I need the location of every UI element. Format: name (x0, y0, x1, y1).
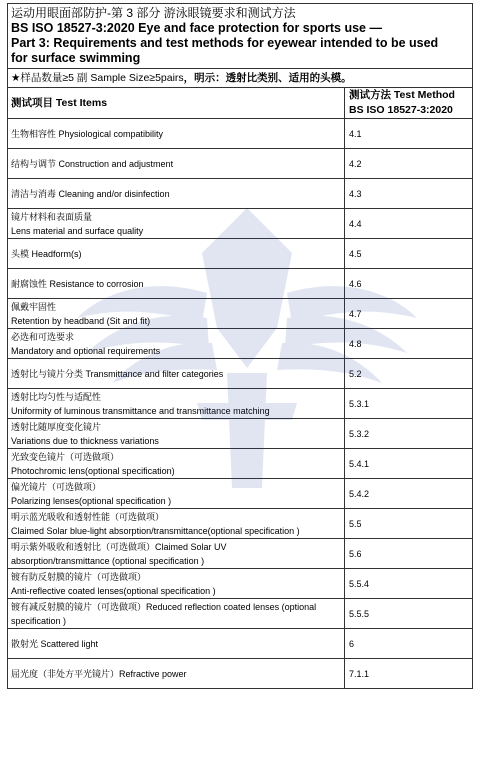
test-item-cell (8, 419, 345, 449)
table-row (8, 659, 473, 689)
test-item-line-2: Claimed Solar blue-light absorption/transmittance(optional specification ) (11, 525, 300, 536)
test-item-line-1: 生物相容性 Physiological compatibility (11, 128, 164, 139)
table-row (8, 239, 473, 269)
table-row (8, 629, 473, 659)
test-item-cell (8, 569, 345, 599)
table-row (8, 179, 473, 209)
column-header-row (8, 88, 473, 119)
test-item-line-1: 透射比均匀性与适配性 (11, 391, 102, 402)
test-item-cell (8, 329, 345, 359)
table-row (8, 269, 473, 299)
test-item-cell (8, 389, 345, 419)
test-item-line-1: 透射比随厚度变化镜片 (11, 421, 102, 432)
clause-cell: 4.4 (345, 209, 473, 239)
clause-cell: 5.4.1 (345, 449, 473, 479)
table-row (8, 149, 473, 179)
test-item-line-1: 偏光镜片（可选做项） (11, 481, 102, 492)
clause-cell: 5.3.1 (345, 389, 473, 419)
table-row (8, 449, 473, 479)
test-item-cell (8, 509, 345, 539)
test-item-line-1: 镀有减反射膜的镜片（可选做项）Reduced reflection coated lenses (optional (11, 601, 317, 612)
clause-cell: 4.5 (345, 239, 473, 269)
test-item-cell (8, 629, 345, 659)
table-body (8, 119, 473, 689)
table-row (8, 569, 473, 599)
test-item-line-1: 耐腐蚀性 Resistance to corrosion (11, 278, 144, 289)
test-item-line-1: 光致变色镜片（可选做项） (11, 451, 120, 462)
title-line-3: Part 3: Requirements and test methods for eyewear intended to be used (11, 36, 439, 50)
clause-cell: 5.5 (345, 509, 473, 539)
test-item-line-1: 散射光 Scattered light (11, 638, 99, 649)
table-row (8, 539, 473, 569)
test-item-line-2: Retention by headband (Sit and fit) (11, 315, 151, 326)
test-item-line-1: 透射比与镜片分类 Transmittance and filter categories (11, 368, 224, 379)
requirements-table (7, 3, 473, 689)
test-item-line-2: Variations due to thickness variations (11, 435, 159, 446)
document-page (7, 3, 472, 689)
test-item-cell (8, 539, 345, 569)
clause-cell: 5.3.2 (345, 419, 473, 449)
test-item-cell (8, 119, 345, 149)
test-item-line-1: 必选和可选要求 (11, 331, 75, 342)
clause-cell: 4.2 (345, 149, 473, 179)
clause-cell: 4.6 (345, 269, 473, 299)
clause-cell: 5.2 (345, 359, 473, 389)
clause-cell: 5.5.4 (345, 569, 473, 599)
test-item-cell (8, 209, 345, 239)
method-column-header (345, 88, 473, 119)
test-item-line-1: 镀有防反射膜的镜片（可选做项） (11, 571, 147, 582)
test-item-line-1: 明示紫外吸收和透射比（可选做项）Claimed Solar UV (11, 541, 227, 552)
clause-cell: 4.8 (345, 329, 473, 359)
test-item-cell (8, 269, 345, 299)
test-item-line-1: 明示蓝光吸收和透射性能（可选做项） (11, 511, 165, 522)
document-title (8, 4, 473, 69)
clause-cell: 7.1.1 (345, 659, 473, 689)
table-row (8, 329, 473, 359)
clause-cell: 6 (345, 629, 473, 659)
test-item-cell (8, 359, 345, 389)
table-row (8, 209, 473, 239)
test-item-cell (8, 149, 345, 179)
table-row (8, 479, 473, 509)
test-item-line-1: 镜片材料和表面质量 (11, 211, 93, 222)
method-header-line-1: 测试方法 Test Method (349, 89, 455, 101)
sample-size-text: Sample Size≥5pairs (90, 72, 184, 84)
test-item-line-2: Photochromic lens(optional specification) (11, 465, 175, 476)
test-item-line-1: 清洁与消毒 Cleaning and/or disinfection (11, 188, 170, 199)
test-item-line-2: Anti-reflective coated lenses(optional specification ) (11, 585, 216, 596)
sample-row (8, 69, 473, 88)
table-row (8, 119, 473, 149)
test-item-line-2: Mandatory and optional requirements (11, 345, 161, 356)
test-item-cell (8, 239, 345, 269)
table-row (8, 509, 473, 539)
title-line-2: BS ISO 18527-3:2020 Eye and face protection for sports use — (11, 21, 382, 35)
test-item-cell (8, 299, 345, 329)
items-column-header: 测试项目 Test Items (8, 88, 345, 119)
table-row (8, 389, 473, 419)
method-header-line-2: BS ISO 18527-3:2020 (349, 104, 453, 116)
test-item-line-2: Polarizing lenses(optional specification ) (11, 495, 172, 506)
title-line-4: for surface swimming (11, 51, 141, 65)
test-item-cell (8, 179, 345, 209)
test-item-line-2: absorption/transmittance (optional specification ) (11, 555, 205, 566)
test-item-cell (8, 449, 345, 479)
test-item-line-2: Lens material and surface quality (11, 225, 144, 236)
clause-cell: 4.3 (345, 179, 473, 209)
clause-cell: 5.4.2 (345, 479, 473, 509)
test-item-cell (8, 479, 345, 509)
clause-cell: 5.6 (345, 539, 473, 569)
sample-size-note (8, 69, 473, 88)
test-item-line-1: 佩戴牢固性 (11, 301, 57, 312)
test-item-line-2: Uniformity of luminous transmittance and transmittance matching (11, 405, 270, 416)
clause-cell: 5.5.5 (345, 599, 473, 629)
test-item-cell (8, 599, 345, 629)
test-item-line-2: specification ) (11, 615, 67, 626)
sample-declaration-text: ，明示：透射比类别、适用的头模。 (183, 72, 352, 84)
test-item-line-1: 结构与调节 Construction and adjustment (11, 158, 174, 169)
title-chinese: 运动用眼面部防护-第 3 部分 游泳眼镜要求和测试方法 (11, 6, 296, 20)
test-item-line-1: 头模 Headform(s) (11, 248, 82, 259)
table-row (8, 599, 473, 629)
test-item-cell (8, 659, 345, 689)
clause-cell: 4.7 (345, 299, 473, 329)
sample-star-text: ★样品数量≥5 副 (11, 72, 91, 84)
title-row (8, 4, 473, 69)
table-row (8, 359, 473, 389)
table-row (8, 299, 473, 329)
clause-cell: 4.1 (345, 119, 473, 149)
table-row (8, 419, 473, 449)
test-item-line-1: 屈光度（非处方平光镜片）Refractive power (11, 668, 187, 679)
